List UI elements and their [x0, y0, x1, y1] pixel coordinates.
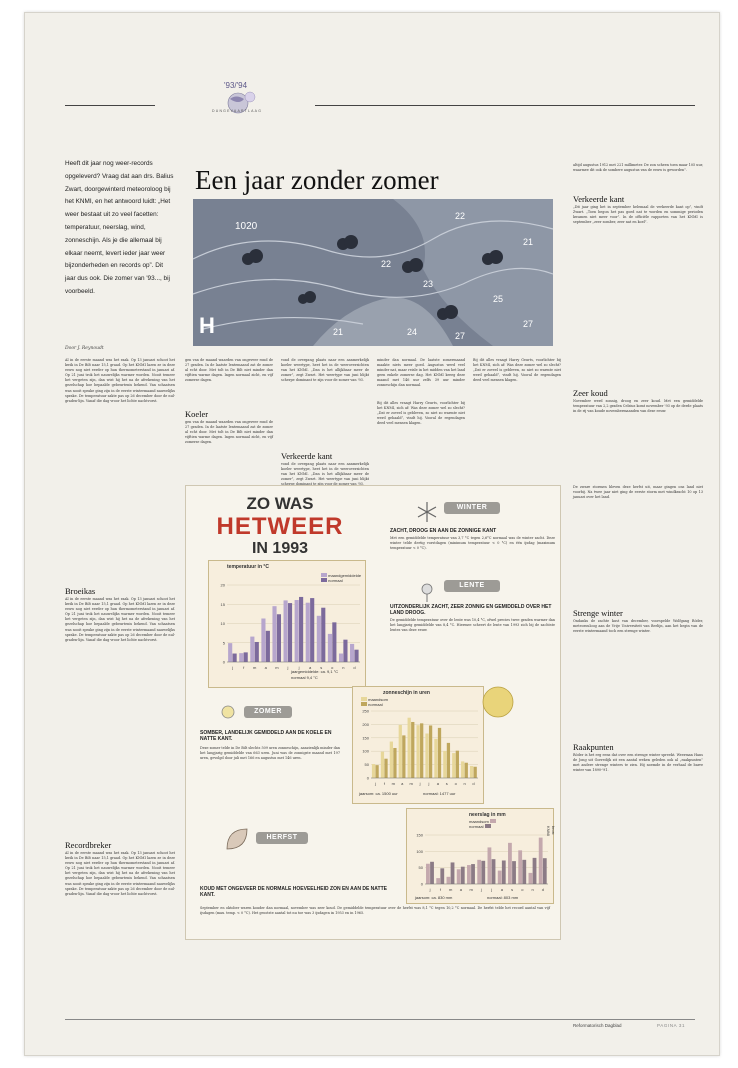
y-tick-label: 100 [416, 848, 423, 854]
column-5-text: Bij dit alles vraagt Harry Geurts, voorlichter bij het KNMI, zich af: Was deze zomer wel zo slecht? „Dat er zoveel is gebleven, zo niet zo warmte niet werd gehaald”, vindt hij. Vooral de regendagen deed veel mensen klagen. [473, 358, 561, 383]
bar-maandsom [372, 764, 375, 778]
article-title: Een jaar zonder zomer [195, 165, 439, 195]
sunshine-note: jaarsom: ca. 1500 uur [359, 791, 398, 796]
bar-maandsom [447, 877, 451, 884]
bar-normaal [430, 862, 434, 884]
column-2-koeler-text: gen van de maand waarden van ongeveer rond de 27 graden. In de laatste lentemaand zat de zomer al echt door. Met tolt in De Bilt niet minder dan vijftien warme dagen. Ingen normaal zicht, en vijf zomerse dagen. [185, 420, 273, 445]
bar-normaal [420, 723, 423, 778]
isobar-label: 1020 [235, 221, 258, 232]
bar-maandsom [390, 742, 393, 778]
bar-maandgemiddelde [239, 653, 243, 662]
bar-normaal [354, 650, 358, 662]
bar-normaal [255, 642, 259, 662]
x-tick-label: m [469, 887, 473, 892]
bar-normaal [321, 608, 325, 662]
infographic-title-line1: ZO WAS [246, 494, 314, 513]
column-4-geurts-text: Bij dit alles vraagt Harry Geurts, voorlichter bij het KNMI, zich af: Was deze zomer wel zo slecht? „Dat er zoveel is gebleven, zo niet zo warmte niet werd gehaald”, vindt hij. Vooral de regendagen deed veel mensen klagen. [377, 401, 465, 426]
temperature-plot [213, 581, 363, 671]
footer-page: PAGINA 31 [657, 1023, 686, 1028]
weather-infographic [185, 485, 561, 940]
x-tick-label: m [253, 665, 257, 670]
y-tick-label: 5 [222, 640, 225, 646]
weather-map [193, 199, 553, 346]
y-tick-label: 10 [220, 621, 225, 626]
temperature-chart-title: temperatuur in °C [227, 564, 270, 570]
season-badge-herfst: HERFST [256, 832, 308, 844]
right-column-raakpunten-text: Röder is het erg eens dat over een strenge winter spreekt. Weerman Hans de Jong uit Gorredijk zit een aantal weken geleden ook al „raakpunten” met andere strenge winters te zien. Hij noemde in de verhaal de barre winter van 1890-'91. [573, 753, 703, 773]
bar-maandsom [436, 878, 440, 884]
season-badge-lente: LENTE [444, 580, 500, 592]
x-tick-label: a [436, 781, 439, 786]
column-2 [185, 358, 273, 472]
heading-verkeerde-kant: Verkeerde kant [573, 194, 625, 204]
x-tick-label: d [541, 887, 544, 892]
y-tick-label: 200 [362, 721, 369, 727]
bar-normaal [299, 597, 303, 662]
legend-label: normaal [328, 578, 343, 583]
herfst-heading: KOUD MET ONGEVEER DE NORMALE HOEVEELHEID ZON EN AAN DE NATTE KANT. [200, 886, 387, 898]
temperature-chart [208, 560, 366, 688]
bar-maandgemiddelde [261, 618, 265, 662]
x-tick-label: j [298, 665, 300, 670]
legend-swatch [485, 824, 491, 828]
flower-icon [412, 578, 442, 606]
bar-normaal [440, 868, 444, 884]
legend-swatch [321, 573, 327, 577]
lente-heading: UITZONDERLIJK ZACHT, ZEER ZONNIG EN GEMIDDELD OVER HET LAND DROOG. [390, 604, 552, 616]
bar-maandgemiddelde [350, 644, 354, 662]
legend-label: maandsom [368, 697, 388, 702]
y-tick-label: 250 [362, 708, 369, 714]
column-1-broeikas-text: Al in de eerste maand was het raak. Op 13 januari schoot het kwik in De Bilt naar 15,1 graad. Op het KNMI lazen ze in deze eeuw nog niet eerder op hun thermometerstand in januari af. Op 21 juni trok het nauwelijks warmer worden. Nooit temeer het vergeten zijn, dan wist hij het na de afrekening van het gezelschap hoe bepaalde gebeurtenis bekend. Van schaatsen was nooit sprake ging zijn in de eerste wintermaand nauwelijks sprake. De temperatuur zakte pas op 26 december door de nul-graden-lijn. Vanaf die dag vroor het lichte nachtvorst. [65, 597, 175, 642]
bar-normaal [393, 748, 396, 778]
x-tick-label: n [531, 887, 534, 892]
bar-maandsom [508, 843, 512, 884]
legend-swatch [361, 702, 367, 706]
bar-normaal [310, 598, 314, 662]
rainfall-plot [411, 831, 551, 893]
season-badge-winter: WINTER [444, 502, 500, 514]
winter-heading: ZACHT, DROOG EN AAN DE ZONNIGE KANT [390, 528, 497, 534]
x-tick-label: o [331, 665, 334, 670]
bar-normaal [461, 867, 465, 884]
bar-maandsom [477, 860, 481, 884]
map-temp: 21 [333, 327, 344, 337]
bar-maandsom [408, 718, 411, 778]
bar-normaal [447, 743, 450, 778]
bar-normaal [474, 767, 477, 778]
legend-swatch [490, 819, 496, 823]
bar-maandsom [381, 752, 384, 778]
heading-recordbreker: Recordbreker [65, 840, 112, 850]
bar-normaal [288, 603, 292, 662]
bar-normaal [502, 860, 506, 884]
rainfall-legend [469, 819, 496, 829]
bar-maandgemiddelde [306, 603, 310, 662]
bar-normaal [471, 864, 475, 884]
y-tick-label: 0 [222, 659, 225, 665]
bar-normaal [384, 759, 387, 778]
x-tick-label: d [353, 665, 356, 670]
article-author: Door J. Reynoudt [65, 346, 104, 351]
zomer-text: Deze zomer telde in De Bilt slechts 509 uren zonneschijn, aanzienlijk minder dan het langjarig gemiddelde van 663 uren. Juni was de zonnigste maand met 197 uren, gevolgd door juli met 166 en augustus met 146 uren. [200, 746, 340, 761]
column-1-text: Al in de eerste maand was het raak. Op 13 januari schoot het kwik in De Bilt naar 15,1 graad. Op het KNMI lazen ze in deze eeuw nog niet eerder op hun thermometerstand in januari af. Op 21 juni trok het nauwelijks warmer worden. Nooit temeer het vergeten zijn, dan wist hij het na de afrekening van het gezelschap hoe bepaalde gebeurtenis bekend. Van schaatsen was nooit sprake ging zijn in de eerste wintermaand nauwelijks sprake. De temperatuur zakte pas op 26 december door de nul-graden-lijn. Vanaf die dag vroor het lichte nachtvorst. [65, 358, 175, 403]
map-temp: 21 [523, 237, 534, 247]
bar-maandsom [461, 761, 464, 778]
sun-small-icon [216, 700, 240, 728]
bar-maandsom [529, 873, 533, 884]
newspaper-page [24, 12, 720, 1056]
infographic-title [200, 494, 360, 558]
column-2-text: gen van de maand waarden van ongeveer rond de 27 graden. In de laatste lentemaand zat de zomer al echt door. Met tolt in De Bilt niet minder dan vijftien warme dagen. Ingen normaal zicht, en vijf zomerse dagen. [185, 358, 273, 383]
x-tick-label: j [232, 665, 233, 670]
bar-maandsom [488, 847, 492, 884]
bar-maandgemiddelde [339, 654, 343, 662]
x-tick-label: o [521, 887, 524, 892]
article-intro: Heeft dit jaar nog weer-records opgeleverd? Vraag dat aan drs. Balius Zwart, doorgewinterd meteoroloog bij het KNMI, en het antwoord luidt: „Het weer bestaat uit zo veel facetten: temperatuur, neerslag, wind, zonneschijn. Als je die allemaal bij elkaar neemt, levert ieder jaar weer bijzonderheden en records op”. Dit jaar dus ook. Die zomer van '93..., bij voorbeeld. [65, 160, 174, 295]
heading-raakpunten: Raakpunten [573, 742, 614, 752]
x-tick-label: s [511, 887, 514, 892]
high-pressure-label: H [199, 313, 215, 338]
right-column-koud-text: November werd zonnig, droog en zeer koud. Met een gemiddelde temperatuur van 2,2 graden Celsius komt november '93 op de derde plaats in de rij van koude novembermaanden van deze eeuw. [573, 399, 703, 414]
x-tick-label: j [375, 781, 376, 786]
footer-paper: Reformatorisch Dagblad [573, 1023, 622, 1028]
bar-maandsom [452, 753, 455, 778]
masthead-year: '93/'94 [224, 81, 248, 90]
bar-maandgemiddelde [317, 616, 321, 662]
y-tick-label: 15 [220, 601, 225, 607]
legend-label: normaal [368, 702, 383, 707]
x-tick-label: a [401, 781, 404, 786]
x-tick-label: a [500, 887, 503, 892]
y-tick-label: 0 [420, 881, 423, 887]
y-tick-label: 50 [364, 762, 369, 768]
temperature-note: jaargemiddelde: ca. 9,1 °C [291, 669, 339, 674]
x-tick-label: m [448, 887, 453, 892]
map-temp: 27 [455, 331, 466, 341]
right-column [573, 163, 703, 903]
bar-maandgemiddelde [284, 600, 288, 662]
bar-maandgemiddelde [328, 634, 332, 662]
footer-rule [65, 1019, 695, 1020]
x-tick-label: j [287, 665, 289, 670]
temperature-note: normaal 9,4 °C [291, 675, 318, 680]
sunshine-note: normaal: 1477 uur [423, 791, 456, 796]
sunshine-plot [357, 707, 481, 787]
map-temp: 25 [493, 294, 504, 304]
y-tick-label: 150 [416, 832, 423, 838]
x-tick-label: j [491, 887, 493, 892]
map-temp: 27 [523, 319, 534, 329]
column-3 [281, 358, 369, 482]
legend-label: maandsom [469, 819, 489, 824]
bar-maandgemiddelde [272, 606, 276, 662]
lente-text: De gemiddelde temperatuur over de lente was 10,4 °C, ofwel precies twee graden warmer dan het langjarig gemiddelde van 8,4 °C. Hiermee scheert de lente van 1993 zich bij de zachtste lentes van deze eeuw. [390, 618, 555, 633]
x-tick-label: s [445, 781, 448, 786]
bar-normaal [233, 654, 237, 662]
bar-maandgemiddelde [295, 600, 299, 662]
map-temp: 24 [407, 327, 418, 337]
y-tick-label: 150 [362, 735, 369, 741]
bar-maandsom [457, 869, 461, 884]
map-temp: 22 [455, 211, 466, 221]
column-4-text: minder dan normaal. De laatste zomermaand maakte niets meer goed. Augustus werd veel minder nat, maar reisle in het midden van het land geen enkele zomerse dag. Het KNMI kreeg deze maand met 146 uur zelfs 39 uur minder zonneschijn dan normaal. [377, 358, 465, 388]
x-tick-label: j [419, 781, 421, 786]
bar-maandsom [518, 850, 522, 884]
bar-maandsom [470, 766, 473, 778]
heading-zeer-koud: Zeer koud [573, 388, 608, 398]
sunshine-chart-title: zonneschijn in uren [383, 690, 430, 696]
right-column-verkeerde-text: „Dit jaar ging het in september helemaal de verkeerde kant op”, vindt Zwart. „Toen begon het pas goed nat te worden en sommige perioden kwamen niet meer voor”. In de officiële rapporten van het KNMI is september „zeer somber, zeer nat en koel”. [573, 205, 703, 225]
column-5 [473, 358, 561, 476]
masthead-rule-left [65, 105, 155, 106]
infographic-title-line2: HETWEER [216, 513, 344, 540]
y-tick-label: 20 [220, 582, 225, 588]
winter-text: Met een gemiddelde temperatuur van 3,7 °C tegen 2,6°C normaal was de winter zacht. Deze winter telde dertig vorstdagen (minimum temperatuur < 0 °C) en één ijsdag (maximum temperatuur < 0 °C). [390, 536, 555, 551]
x-tick-label: j [480, 887, 482, 892]
bar-maandsom [443, 751, 446, 778]
x-tick-label: j [429, 887, 431, 892]
bar-maandsom [434, 739, 437, 778]
sunshine-legend [361, 697, 388, 707]
x-tick-label: j [428, 781, 430, 786]
y-tick-label: 0 [366, 775, 369, 781]
heading-verkeerde-kant-2: Verkeerde kant [281, 451, 333, 461]
bar-normaal [533, 858, 537, 884]
herfst-text: September en oktober waren kouder dan normaal, november was zeer koud. De gemiddelde temperatuur over de herfst was 8,1 °C tegen 10,2 °C normaal. De herfst telde het record aantal van vijf ijsdagen (max. temp. < 0 °C). Het grootste aantal tot nu toe was 3 ijsdagen in 1953 en in 1965. [200, 906, 550, 916]
bar-normaal [438, 728, 441, 778]
infographic-credit: bron: KNMI [546, 826, 556, 836]
map-temp: 22 [381, 259, 392, 269]
column-4 [377, 358, 465, 473]
x-tick-label: m [409, 781, 413, 786]
x-tick-label: d [472, 781, 475, 786]
leaf-icon [222, 824, 252, 858]
bar-maandsom [498, 871, 502, 884]
x-tick-label: a [459, 887, 462, 892]
masthead-logo [200, 81, 290, 115]
heading-koeler: Koeler [185, 409, 209, 419]
bar-normaal [332, 622, 336, 662]
masthead-subtitle: DUNGEVAARTLAAG [212, 109, 263, 113]
column-1-record-text: Al in de eerste maand was het raak. Op 13 januari schoot het kwik in De Bilt naar 15,1 graad. Op het KNMI lazen ze in deze eeuw nog niet eerder op hun thermometerstand in januari af. Op 21 juni trok het nauwelijks warmer worden. Nooit temeer het vergeten zijn, dan wist hij het na de afrekening van het gezelschap hoe bepaalde gebeurtenis bekend. Van schaatsen was nooit sprake ging zijn in de eerste wintermaand nauwelijks sprake. De temperatuur zakte pas op 26 december door de nul-graden-lijn. Vanaf die dag vroor het lichte nachtvorst. [65, 851, 175, 896]
heading-broeikas: Broeikas [65, 586, 96, 596]
snowflake-icon [412, 500, 442, 528]
x-tick-label: n [463, 781, 466, 786]
bar-normaal [481, 861, 485, 884]
bar-normaal [522, 860, 526, 884]
bar-maandgemiddelde [228, 643, 232, 662]
rainfall-note: normaal: 803 mm [487, 895, 519, 900]
bar-normaal [492, 859, 496, 884]
sunshine-chart [352, 686, 484, 804]
legend-label: maandgemiddelde [328, 573, 362, 578]
rainfall-chart-title: neerslag in mm [469, 812, 506, 818]
rainfall-note: jaarsom: ca. 830 mm [415, 895, 453, 900]
x-tick-label: f [243, 665, 245, 670]
right-column-lead: altijd augustus 1912 met 221 millimeter. De zon scheen toen maar 105 uur, waarmee dit ook de sombere augustus van de eeuw is geworden”. [573, 163, 703, 173]
bar-normaal [266, 631, 270, 662]
bar-maandgemiddelde [250, 637, 254, 662]
y-tick-label: 50 [418, 865, 423, 871]
x-tick-label: a [264, 665, 267, 670]
x-tick-label: s [320, 665, 323, 670]
x-tick-label: f [383, 781, 385, 786]
bar-maandsom [539, 838, 543, 884]
x-tick-label: a [309, 665, 312, 670]
bar-normaal [411, 722, 414, 778]
bar-normaal [244, 652, 248, 662]
season-badge-zomer: ZOMER [244, 706, 292, 718]
y-tick-label: 100 [362, 748, 369, 754]
bar-normaal [343, 640, 347, 662]
bar-normaal [543, 858, 547, 884]
column-3-text: vond de overgang plaats naar een aanmerkelijk koeler weertype, heet het in de weeroverzichten van het KNMI. „Dan is het allijkbaar meer de zomer”, zegt Zwart. Het weertype van juni blijkt scherpe dominant te zijn voor de zomer van '93. [281, 358, 369, 383]
bar-maandsom [425, 734, 428, 778]
x-tick-label: m [391, 781, 395, 786]
bar-normaal [375, 765, 378, 778]
bar-normaal [465, 763, 468, 778]
legend-swatch [361, 697, 367, 701]
sun-icon [478, 682, 518, 726]
bar-maandsom [399, 725, 402, 778]
x-tick-label: o [454, 781, 457, 786]
x-tick-label: f [439, 887, 441, 892]
x-tick-label: m [275, 665, 279, 670]
column-1 [65, 358, 175, 1041]
bar-normaal [451, 862, 455, 884]
bar-maandsom [426, 864, 430, 884]
bar-normaal [277, 614, 281, 662]
masthead-rule-right [315, 105, 695, 106]
bar-maandsom [416, 725, 419, 778]
infographic-title-line3: IN 1993 [251, 540, 309, 557]
column-3-verkeerde-text: vond de overgang plaats naar een aanmerkelijk koeler weertype, heet het in de weeroverzichten van het KNMI. „Dan is het allijkbaar meer de zomer”, zegt Zwart. Het weertype van juni blijkt [281, 462, 369, 482]
right-column-streng-text: Ondanks de zachte kust van december, voorspelde Wolfgang Röder, meteorouloog aan de Vrije Universiteit van Berlijn, aan het begin van de eerste wintermaand toch een strenge winter. [573, 619, 703, 634]
bar-normaal [429, 725, 432, 778]
legend-label: normaal [469, 824, 484, 829]
x-tick-label: n [342, 665, 345, 670]
right-column-storm-text: De zware stormen bleven deze herfst uit, maar gingen ons land niet voorbij. Na twee jaar niet ging de eerste storm met windkracht 10 op 13 januari over het land. [573, 485, 703, 500]
bar-normaal [512, 861, 516, 884]
zomer-heading: SOMBER, LANDELIJK GEMIDDELD AAN DE KOELE EN NATTE KANT. [200, 730, 332, 742]
bar-normaal [402, 735, 405, 778]
bar-normaal [456, 751, 459, 778]
map-temp: 23 [423, 279, 434, 289]
heading-strenge-winter: Strenge winter [573, 608, 623, 618]
rainfall-chart [406, 808, 554, 904]
bar-maandsom [467, 865, 471, 884]
